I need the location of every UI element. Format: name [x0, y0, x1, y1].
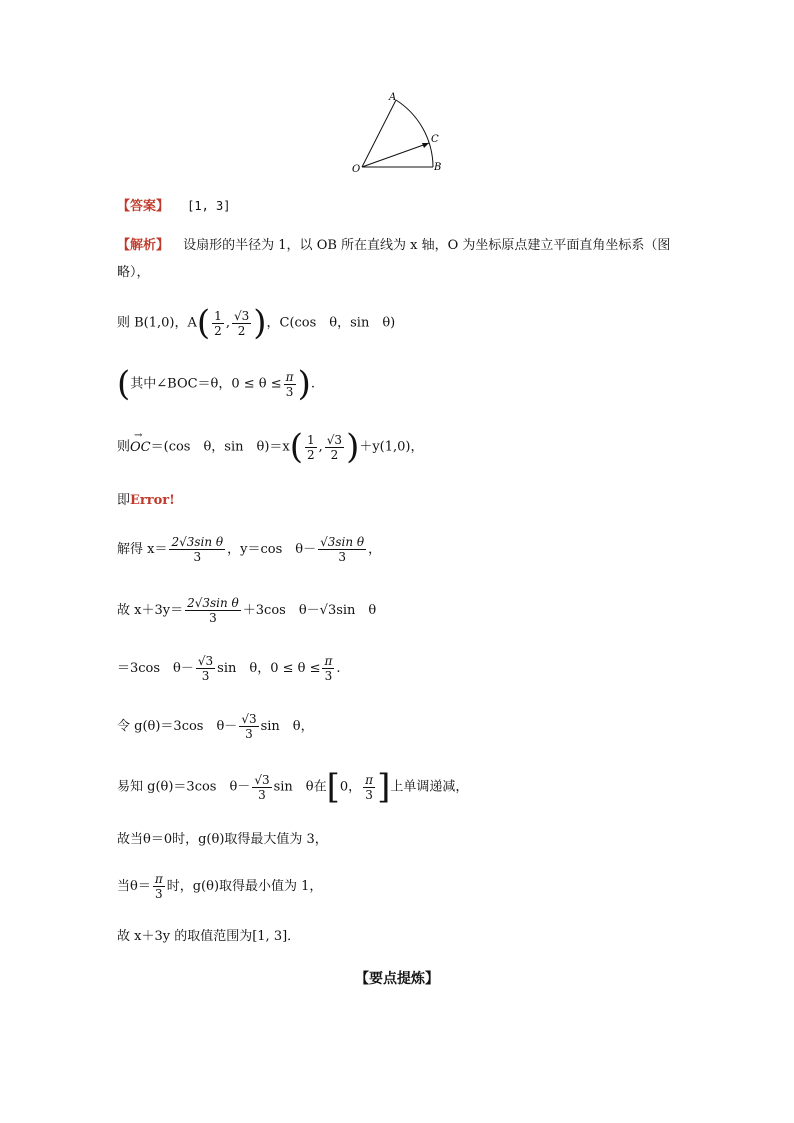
sum-prefix: 故 x＋3y＝ [117, 603, 184, 618]
oc-end: ＋y(1,0)， [359, 439, 424, 455]
paren-right: ) [253, 303, 267, 343]
section-title: 【要点提炼】 [355, 971, 439, 987]
coords-line: 则 B(1,0)，A( $\frac{1}{2}$ , $\frac{√3}{2}$ )，C(cos θ，sin θ) [117, 303, 396, 343]
coords-c: ，C(cos θ，sin θ) [266, 315, 396, 331]
eq-mid: sin θ，0 ≤ θ ≤ [217, 661, 321, 676]
max-text: 故当θ＝0时，g(θ)取得最大值为 3， [117, 832, 328, 847]
paren-right-angle: ) [297, 364, 311, 404]
max-line [117, 831, 328, 849]
range-line [117, 928, 300, 946]
analysis-tag: 【解析】 [117, 238, 170, 253]
paren-left-angle: ( [117, 364, 131, 404]
answer-value: [1, 3] [187, 199, 231, 213]
oc-line: 则 → OC＝(cos θ，sin θ)＝x( $\frac{1}{2}$ , $\frac{√3}{2}$ )＋y(1,0)， [117, 427, 424, 467]
solve-prefix: 解得 x＝ [117, 542, 168, 557]
mono-end: 上单调递减， [390, 779, 469, 795]
g-end: sin θ， [260, 719, 314, 734]
frac-sqrt3-3-c: $\frac{√3}{3}$ [254, 772, 270, 802]
sum-end: ＋3cos θ－√3sin θ [242, 603, 377, 618]
bracket-left: [ [326, 767, 340, 807]
min-end: 时，g(θ)取得最小值为 1， [166, 879, 323, 894]
oc-prefix: 则 [117, 439, 131, 455]
frac-pi-3-b: $\frac{\pi}{3}$ [324, 654, 333, 683]
g-prefix: 令 g(θ)＝3cos θ－ [117, 719, 238, 734]
frac-sqrt3-2-b: $\frac{√3}{2}$ [326, 432, 343, 462]
error-prefix: 即 [117, 493, 131, 508]
frac-half-b: $\frac{1}{2}$ [307, 432, 315, 462]
coords-prefix: 则 B(1,0)，A [117, 315, 197, 331]
answer-line [117, 197, 231, 216]
frac-sqrt3-2: $\frac{√3}{2}$ [233, 308, 250, 338]
bracket-right: ] [377, 767, 391, 807]
sum-line [117, 596, 376, 625]
label-b: B [434, 162, 442, 173]
arrowhead-icon [422, 143, 429, 148]
interval-start: 0， [339, 779, 362, 795]
frac-pi-3-d: $\frac{\pi}{3}$ [154, 872, 163, 901]
mono-prefix: 易知 g(θ)＝3cos θ－ [117, 779, 251, 795]
angle-line: (其中∠BOC＝θ，0 ≤ θ ≤ $\frac{\pi}{3}$ ). [117, 364, 315, 404]
angle-text: 其中∠BOC＝θ，0 ≤ θ ≤ [130, 376, 282, 392]
analysis-text-1: 设扇形的半径为 1，以 OB 所在直线为 x 轴，O 为坐标原点建立平面直角坐标系（图 [183, 238, 671, 253]
paren-left: ( [196, 303, 211, 343]
range-text: 故 x＋3y 的取值范围为[1, 3]． [117, 929, 301, 944]
g-line [117, 712, 314, 741]
oc-mid: ＝(cos θ，sin θ)＝x [150, 439, 290, 455]
analysis-line-1b [117, 264, 150, 282]
eq-line [117, 654, 341, 683]
frac-pi-3-a: $\frac{\pi}{3}$ [285, 369, 294, 399]
mono-mid: sin θ在 [273, 779, 327, 795]
eq-prefix: ＝3cos θ－ [117, 661, 194, 676]
label-c: C [431, 134, 439, 145]
frac-2sqrt3sin-3: $\frac{\text{2√3sin θ}}{3}$ [171, 535, 224, 564]
mono-line [117, 767, 469, 807]
eq-end: . [336, 661, 341, 676]
analysis-line-1 [117, 237, 670, 255]
answer-tag: 【答案】 [117, 199, 170, 214]
frac-sqrt3-3-b: $\frac{√3}{3}$ [241, 712, 257, 741]
min-line [117, 872, 322, 901]
vector-oc-label: → OC [130, 429, 151, 455]
frac-sqrt3sin-3: $\frac{\text{√3sin θ}}{3}$ [320, 535, 365, 564]
arc-ab [396, 100, 433, 167]
frac-2sqrt3sin-3-b: $\frac{\text{2√3sin θ}}{3}$ [187, 596, 239, 625]
min-prefix: 当θ＝ [117, 879, 151, 894]
analysis-text-1b: 略）， [117, 265, 150, 280]
frac-pi-3-c: $\frac{\pi}{3}$ [365, 772, 374, 802]
solve-line [117, 535, 381, 564]
label-a: A [389, 92, 397, 103]
frac-sqrt3-3: $\frac{√3}{3}$ [197, 654, 214, 683]
sector-diagram [345, 90, 455, 180]
label-o: O [352, 164, 361, 175]
frac-half: $\frac{1}{2}$ [214, 308, 222, 338]
solve-mid: ，y＝cos θ－ [227, 542, 317, 557]
error-line [117, 492, 175, 510]
solve-end: ， [368, 542, 382, 557]
error-text: Error! [130, 493, 175, 508]
